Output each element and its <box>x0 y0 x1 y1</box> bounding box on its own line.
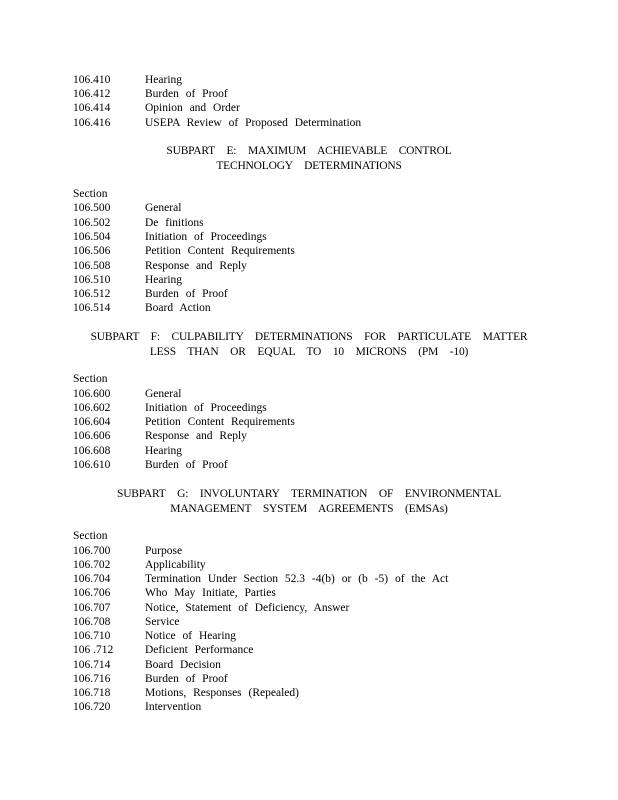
list-item <box>73 201 182 215</box>
section-number: 106 .712 <box>73 644 114 656</box>
list-item <box>73 87 228 101</box>
list-item <box>73 658 221 672</box>
section-title: De finitions <box>145 217 204 229</box>
section-title: General <box>145 388 182 400</box>
subpart-heading-line: MANAGEMENT SYSTEM AGREEMENTS (EMSAs) <box>170 502 448 515</box>
section-number: 106.716 <box>73 673 111 685</box>
section-number: 106.608 <box>73 445 111 457</box>
section-title: Notice of Hearing <box>145 630 237 642</box>
list-item <box>73 672 228 686</box>
list-item <box>73 259 247 273</box>
section-title: Burden of Proof <box>145 88 228 100</box>
section-title: Response and Reply <box>145 430 247 442</box>
section-title: Burden of Proof <box>145 459 228 471</box>
list-item <box>73 244 295 258</box>
section-number: 106.412 <box>73 88 111 100</box>
section-title: Initiation of Proceedings <box>145 402 267 414</box>
subpart-heading <box>0 487 618 516</box>
section-number: 106.500 <box>73 202 111 214</box>
subpart-heading <box>0 330 618 359</box>
section-number: 106.610 <box>73 459 111 471</box>
list-item <box>73 116 362 130</box>
section-number: 106.512 <box>73 288 111 300</box>
section-label: Section <box>73 188 108 200</box>
section-title: Board Action <box>145 302 211 314</box>
list-item <box>73 615 180 629</box>
list-item <box>73 586 276 600</box>
section-label: Section <box>73 530 108 542</box>
section-label: Section <box>73 373 108 385</box>
section-number: 106.708 <box>73 616 111 628</box>
section-title: Burden of Proof <box>145 288 228 300</box>
section-number: 106.514 <box>73 302 111 314</box>
list-item <box>73 101 240 115</box>
section-title: USEPA Review of Proposed Determination <box>145 117 362 129</box>
subpart-heading-line: SUBPART G: INVOLUNTARY TERMINATION OF ENVIRONMENTAL <box>117 488 501 500</box>
section-number: 106.704 <box>73 573 111 585</box>
section-number: 106.504 <box>73 231 111 243</box>
list-item <box>73 458 228 472</box>
section-title: Deficient Performance <box>145 644 254 656</box>
section-title: Burden of Proof <box>145 673 228 685</box>
list-item <box>73 544 183 558</box>
section-number: 106.510 <box>73 274 111 286</box>
list-item <box>73 301 211 315</box>
section-title: Applicability <box>145 559 206 571</box>
section-title: Hearing <box>145 274 183 286</box>
subpart-heading-line: TECHNOLOGY DETERMINATIONS <box>216 159 402 172</box>
section-title: Termination Under Section 52.3 -4(b) or (b -5) of the Act <box>145 573 449 585</box>
subpart-heading <box>0 144 618 173</box>
section-number: 106.600 <box>73 388 111 400</box>
section-number: 106.702 <box>73 559 111 571</box>
section-title: Petition Content Requirements <box>145 245 295 257</box>
section-number: 106.606 <box>73 430 111 442</box>
section-number: 106.602 <box>73 402 111 414</box>
section-number: 106.410 <box>73 74 111 86</box>
section-number: 106.700 <box>73 545 111 557</box>
list-item <box>73 387 182 401</box>
list-item <box>73 216 204 230</box>
list-item <box>73 429 247 443</box>
list-item <box>73 73 183 87</box>
section-title: Hearing <box>145 445 183 457</box>
list-item <box>73 230 267 244</box>
list-item <box>73 287 228 301</box>
list-item <box>73 558 206 572</box>
section-number: 106.506 <box>73 245 111 257</box>
list-item <box>73 273 183 287</box>
section-title: Purpose <box>145 545 183 557</box>
subpart-heading-line: SUBPART E: MAXIMUM ACHIEVABLE CONTROL <box>166 145 452 157</box>
section-number: 106.414 <box>73 102 111 114</box>
subpart-heading-line: LESS THAN OR EQUAL TO 10 MICRONS (PM -10) <box>149 345 469 358</box>
section-number: 106.720 <box>73 701 111 713</box>
section-number: 106.707 <box>73 602 111 614</box>
section-title: Board Decision <box>145 659 221 671</box>
section-title: Notice, Statement of Deficiency, Answer <box>145 602 350 614</box>
list-item <box>73 643 254 657</box>
section-title: Opinion and Order <box>145 102 240 114</box>
section-number: 106.710 <box>73 630 111 642</box>
section-title: Response and Reply <box>145 260 247 272</box>
section-title: Intervention <box>145 701 202 713</box>
section-number: 106.502 <box>73 217 111 229</box>
section-title: Hearing <box>145 74 183 86</box>
list-item <box>73 686 299 700</box>
section-title: Service <box>145 616 180 628</box>
list-item <box>73 444 183 458</box>
section-number: 106.706 <box>73 587 111 599</box>
section-number: 106.718 <box>73 687 111 699</box>
subpart-heading-line: SUBPART F: CULPABILITY DETERMINATIONS FOR PARTICULATE MATTER <box>90 331 528 343</box>
section-number: 106.416 <box>73 117 111 129</box>
list-item <box>73 572 449 586</box>
section-title: General <box>145 202 182 214</box>
list-item <box>73 415 295 429</box>
list-item <box>73 700 202 714</box>
list-item <box>73 629 237 643</box>
section-number: 106.604 <box>73 416 111 428</box>
section-number: 106.714 <box>73 659 111 671</box>
section-title: Initiation of Proceedings <box>145 231 267 243</box>
section-title: Motions, Responses (Repealed) <box>145 687 299 699</box>
section-title: Petition Content Requirements <box>145 416 295 428</box>
list-item <box>73 401 267 415</box>
list-item <box>73 601 350 615</box>
section-number: 106.508 <box>73 260 111 272</box>
section-title: Who May Initiate, Parties <box>145 587 276 599</box>
